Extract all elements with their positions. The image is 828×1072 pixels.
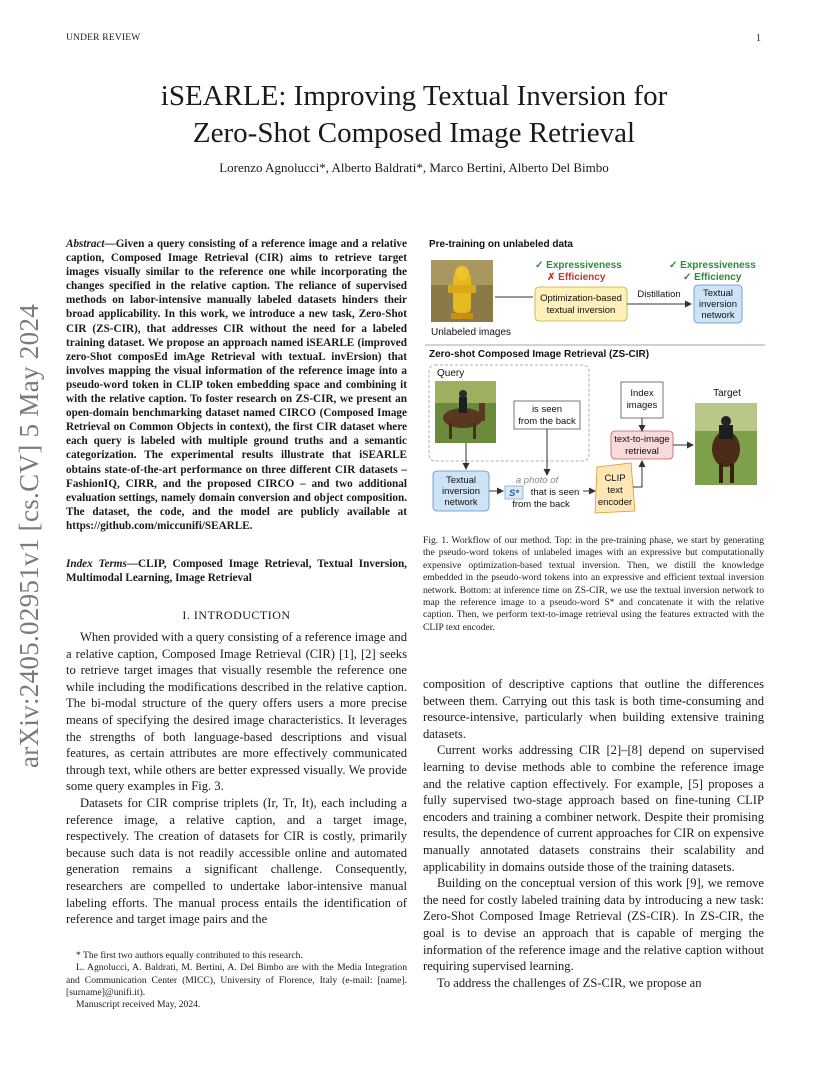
footnote: L. Agnolucci, A. Baldrati, M. Bertini, A. Del Bimbo are with the Media Integration and Communication Center (MICC), University of Florence, Italy (e-mail: [name].[surname]@unifi.it).: [66, 962, 407, 998]
expressiveness-check-1: ✓ Expressiveness: [535, 260, 622, 271]
t2i-line-1: text-to-image: [614, 434, 670, 445]
target-image: [695, 403, 757, 485]
query-label: Query: [437, 368, 465, 379]
figure-caption: Fig. 1. Workflow of our method. Top: in the pre-training phase, we start by generating the pseudo-word tokens of unlabeled images with an expressive but computationally expensive optimization-based textual inversion. Then, we distill the knowledge embedded in the pseudo-word tokens into an expressive and efficient textual inversion network. Bottom: at inference time on ZS-CIR, we use the textual inversion network to map the reference image to a pseudo-word S* and concatenate it with the relative caption. Then, we perform text-to-image retrieval using the features extracted with the CLIP text encoder.: [423, 535, 764, 633]
connector: [633, 461, 642, 487]
page-number: 1: [756, 33, 761, 44]
expressiveness-check-2: ✓ Expressiveness: [669, 260, 756, 271]
paragraph: When provided with a query consisting of a reference image and a relative caption, Composed Image Retrieval (CIR) [1], [2] seeks to retrieve target images that visually resemble the reference one while including the modifications described in the relative caption. The bi-modal structure of the query offers users a more precise means of specifying the desired image characteristics. It leverages the strengths of both language-based descriptions and visual features, as certain attributes are more effectively communicated through text, while others are better expressed visually. We provide some query examples in Fig. 3.: [66, 630, 407, 794]
clip-line-2: text: [607, 485, 623, 496]
clip-line-3: encoder: [597, 497, 633, 508]
hydrant-image: [431, 260, 493, 322]
title-line-1: iSEARLE: Improving Textual Inversion for: [160, 80, 668, 112]
paragraph: To address the challenges of ZS-CIR, we propose an: [437, 975, 702, 990]
distillation-label: Distillation: [637, 289, 681, 300]
t2i-line-2: retrieval: [625, 446, 659, 457]
tin-top-line-1: Textual: [702, 288, 734, 299]
abstract-label: Abstract: [66, 238, 105, 250]
footnote: Manuscript received May, 2024.: [76, 999, 201, 1011]
unlabeled-images-label: Unlabeled images: [431, 327, 512, 338]
workflow-diagram: [423, 235, 767, 530]
paragraph: Datasets for CIR comprise triplets (Ir, Tr, It), each including a reference image, a relative caption, and a target image, respectively. The creation of datasets for CIR is costly, primarily because such data is not readily accessible online and automated generation remains a significant challenge. Consequently, researchers are compelled to undertake labor-intensive manual labeling efforts. The manual process entails the identification of reference and target image pairs and the: [66, 795, 407, 927]
pseudo-word-label: S*: [508, 488, 520, 499]
prompt-end: from the back: [512, 499, 570, 510]
caption-line-2: from the back: [518, 416, 576, 427]
footnotes: [66, 950, 407, 1011]
right-column-body: [423, 676, 764, 991]
tin-top-line-3: network: [701, 310, 735, 321]
index-terms-label: Index Terms: [66, 558, 127, 570]
tin-top-line-2: inversion: [698, 299, 738, 310]
caption-line-1: is seen: [531, 404, 563, 415]
opt-line-2: textual inversion: [546, 305, 616, 316]
workflow-figure: [423, 235, 767, 530]
efficiency-cross: ✗ Efficiency: [547, 272, 606, 283]
prompt-prefix: a photo of: [515, 475, 559, 486]
left-column-body: [66, 629, 407, 928]
paragraph: Current works addressing CIR [2]–[8] depend on supervised learning to devise methods able to combine the reference image and the relative caption effectively. For example, [5] proposes a fully supervised two-stage approach based on fine-tuning CLIP encoders and training a combiner network. Despite their promising results, the dependence of current approaches for CIR on expensive manually annotated datasets constrains their scalability and applicability in domains outside those of the training datasets.: [423, 743, 764, 874]
abstract: [66, 237, 407, 533]
paper-title: [60, 78, 768, 152]
paragraph: Building on the conceptual version of this work [9], we remove the need for costly labeled training data by introducing a new task: Zero-Shot Composed Image Retrieval (ZS-CIR). In ZS-CIR, the goal is to devise an approach that is capable of merging the information of the reference image and the relative caption without requiring supervised learning.: [423, 876, 764, 974]
index-line-2: images: [626, 400, 658, 411]
arxiv-stamp: arXiv:2405.02951v1 [cs.CV] 5 May 2024: [14, 303, 44, 768]
tin-bot-line-1: Textual: [445, 475, 477, 486]
running-header: UNDER REVIEW: [66, 33, 141, 43]
opt-line-1: Optimization-based: [540, 293, 622, 304]
index-terms: [66, 557, 407, 585]
index-line-1: Index: [630, 388, 654, 399]
zs-cir-title: Zero-shot Composed Image Retrieval (ZS-CIR): [429, 349, 650, 360]
clip-line-1: CLIP: [604, 473, 626, 484]
target-label: Target: [713, 388, 741, 399]
author-list: Lorenzo Agnolucci*, Alberto Baldrati*, Marco Bertini, Alberto Del Bimbo: [219, 160, 609, 175]
pretrain-title: Pre-training on unlabeled data: [429, 239, 573, 250]
abstract-text: —Given a query consisting of a reference image and a relative caption, Composed Image Retrieval (CIR) aims to retrieve target images visually similar to the reference one while incorporating the changes specified in the relative caption. The reliance of supervised methods on labor-intensive manually labeled datasets hinders their broad applicability. In this work, we introduce a new task, Zero-Shot CIR (ZS-CIR), that addresses CIR without the need for a labeled training dataset. We propose an approach named iSEARLE (improved zero-Shot composEd imAge Retrieval with textuaL invErsion) that involves mapping the visual information of the reference image into a pseudo-word token in CLIP token embedding space and combining it with the relative caption. To foster research on ZS-CIR, we present an open-domain benchmarking dataset named CIRCO (Composed Image Retrieval on Common Objects in context), the first CIR dataset where each query is labeled with multiple ground truths and a semantic categorization. The experimental results illustrate that iSEARLE obtains state-of-the-art performance on three different CIR datasets – FashionIQ, CIRR, and the proposed CIRCO – and two additional evaluation settings, namely domain conversion and object composition. The dataset, the code, and the model are publicly available at https://github.com/miccunifi/SEARLE.: [66, 238, 407, 532]
horse-rider-image: [435, 381, 496, 443]
tin-bot-line-3: network: [444, 497, 478, 508]
efficiency-check: ✓ Efficiency: [683, 272, 742, 283]
index-terms-text: —CLIP, Composed Image Retrieval, Textual Inversion, Multimodal Learning, Image Retrieval: [66, 558, 407, 585]
prompt-middle: that is seen: [530, 487, 580, 498]
title-line-2: Zero-Shot Composed Image Retrieval: [192, 117, 636, 149]
paragraph: composition of descriptive captions that outline the differences between them. Carrying out this task is both time-consuming and resource-intensive, particularly when building extensive training datasets.: [423, 677, 764, 741]
tin-bot-line-2: inversion: [441, 486, 481, 497]
section-heading: I. INTRODUCTION: [182, 608, 291, 622]
footnote: * The first two authors equally contributed to this research.: [76, 950, 303, 961]
